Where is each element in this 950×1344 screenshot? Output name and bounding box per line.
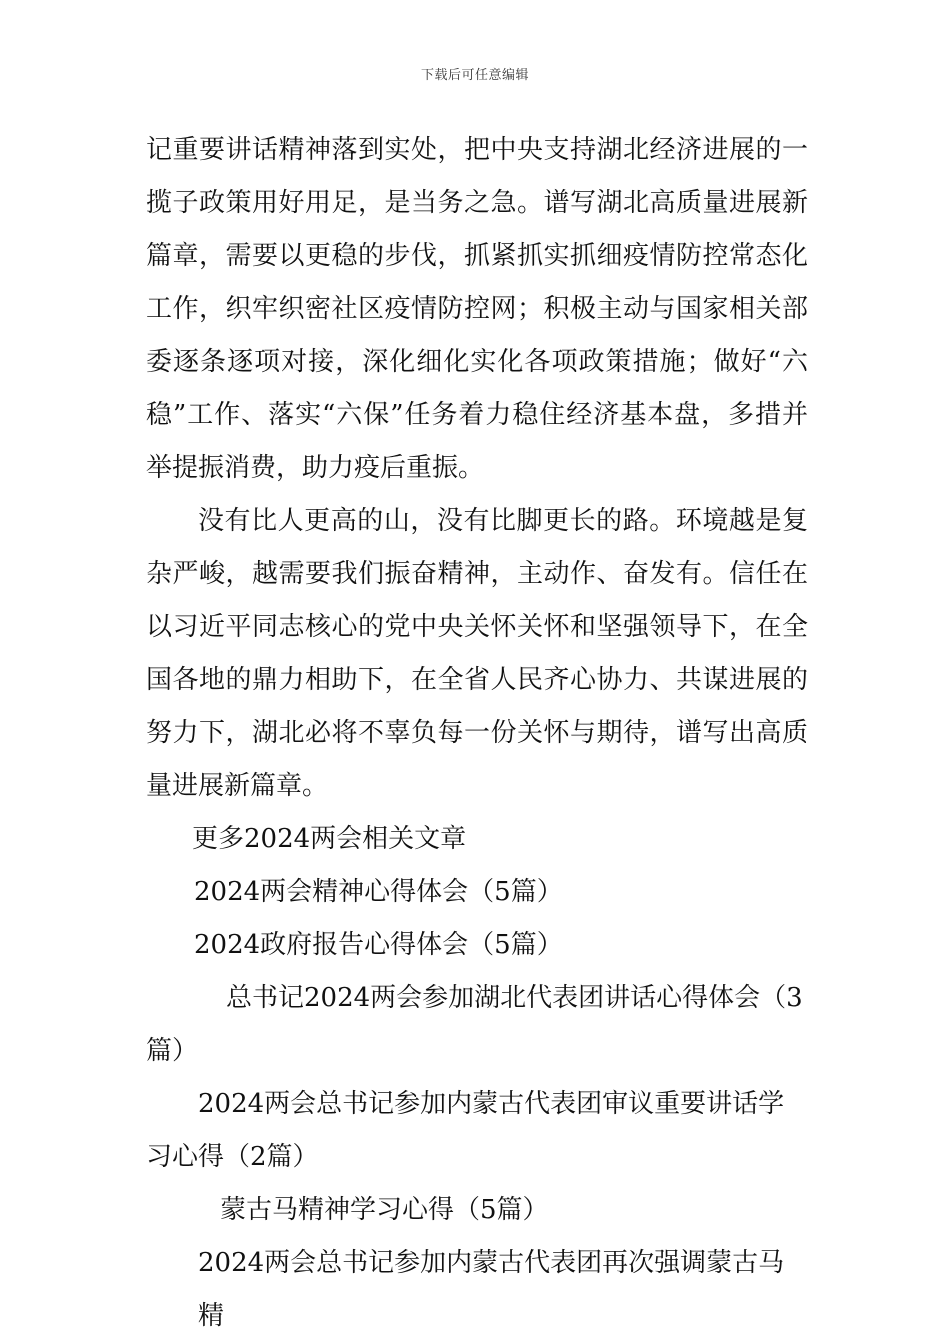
related-link-2[interactable]: 2024政府报告心得体会（5篇） xyxy=(194,930,563,960)
paragraph-1: 记重要讲话精神落到实处，把中央支持湖北经济进展的一揽子政策用好用足，是当务之急。谱写湖北高质量进展新篇章，需要以更稳的步伐，抓紧抓实抓细疫情防控常态化工作，织牢织密社区疫情防控网；积极主动与国家相关部委逐条逐项对接，深化细化实化各项政策措施；做好“六稳”工作、落实“六保”任务着力稳住经济基本盘，多措并举提振消费，助力疫后重振。 xyxy=(146,135,808,483)
related-articles-heading: 更多2024两会相关文章 xyxy=(192,824,467,854)
paragraph-2: 没有比人更高的山，没有比脚更长的路。环境越是复杂严峻，越需要我们振奋精神，主动作、奋发有。信任在以习近平同志核心的党中央关怀关怀和坚强领导下，在全国各地的鼎力相助下，在全省人民齐心协力、共谋进展的努力下，湖北必将不辜负每一份关怀与期待，谱写出高质量进展新篇章。 xyxy=(146,506,808,801)
related-link-3[interactable]: 总书记2024两会参加湖北代表团讲话心得体会（3篇） xyxy=(146,983,803,1066)
related-link-1[interactable]: 2024两会精神心得体会（5篇） xyxy=(194,877,563,907)
page-header: 下载后可任意编辑 xyxy=(420,68,529,83)
document-body xyxy=(146,124,808,1343)
related-link-6[interactable]: 2024两会总书记参加内蒙古代表团再次强调蒙古马精 xyxy=(198,1248,785,1331)
related-link-4[interactable]: 2024两会总书记参加内蒙古代表团审议重要讲话学习心得（2篇） xyxy=(146,1089,785,1172)
related-link-5[interactable]: 蒙古马精神学习心得（5篇） xyxy=(220,1195,549,1225)
